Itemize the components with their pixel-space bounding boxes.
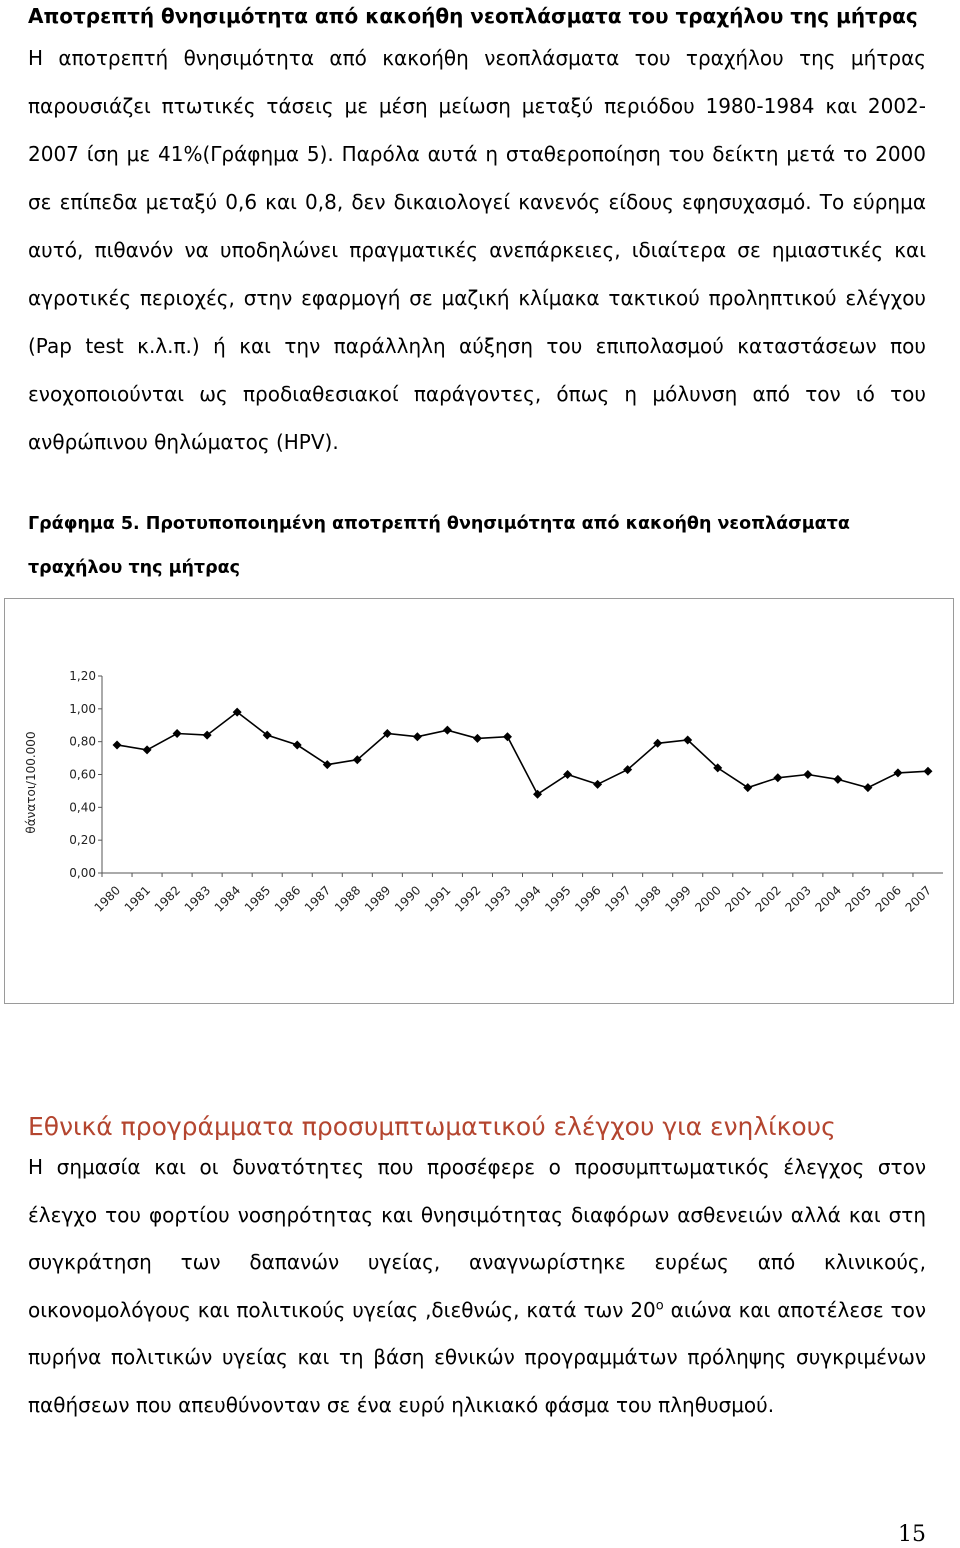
y-tick-label: 0,80 [69,734,96,749]
x-tick-label: 1998 [632,883,664,915]
series-line [117,712,928,794]
data-point [563,770,572,779]
data-point [863,783,872,792]
data-points [113,708,933,799]
paragraph-2-text-a: Η σημασία και οι δυνατότητες που προσέφερε ο προσυμπτωματικός έλεγχος στον έλεγχο του φορτίου νοσηρότητας και θνησιμότητας διαφόρων ασθενειών αλλά και στη συγκράτηση των δαπανών υγείας, αναγνωρίστηκε ευρέως από κλινικούς, οικονομολόγους και πολιτικούς υγείας ,διεθνώς, κατά των 20 [28,1155,926,1322]
x-tick-label: 1991 [422,883,454,915]
y-tick-label: 1,20 [69,669,96,683]
y-tick-label: 1,00 [69,701,96,716]
y-tick-label: 0,00 [69,866,96,880]
x-tick-label: 1996 [572,883,604,915]
data-point [413,732,422,741]
paragraph-2 [28,1144,926,1429]
x-tick-label: 1999 [662,883,694,915]
data-point [143,745,152,754]
data-point [773,773,782,782]
y-tick-label: 0,20 [69,833,96,848]
chart-frame [4,598,954,1004]
y-tick-label: 0,60 [69,767,96,782]
x-tick-label: 1988 [331,883,364,915]
line-chart [5,599,953,1003]
data-point [323,760,332,769]
data-point [173,729,182,738]
data-point [533,790,542,799]
x-tick-label: 1997 [602,883,634,915]
x-tick-label: 1982 [151,883,184,915]
data-point [833,775,842,784]
x-tick-label: 1992 [452,883,484,915]
data-point [473,734,482,743]
x-tick-label: 1986 [271,883,304,915]
x-tick-label: 1989 [361,883,394,915]
x-tick-label: 2005 [842,883,875,915]
x-ticks [92,873,934,915]
section-heading: Εθνικά προγράμματα προσυμπτωματικού ελέγχου για ενηλίκους [28,1112,836,1141]
data-point [503,732,512,741]
x-tick-label: 2000 [692,883,724,915]
ordinal-superscript: ο [655,1297,664,1313]
x-tick-label: 1994 [512,883,544,915]
x-tick-label: 2001 [722,883,754,915]
figure-caption: Γράφημα 5. Προτυποποιημένη αποτρεπτή θνησιμότητα από κακοήθη νεοπλάσματα τραχήλου της μήτρας [28,514,850,578]
data-point [443,726,452,735]
section-title: Αποτρεπτή θνησιμότητα από κακοήθη νεοπλάσματα του τραχήλου της μήτρας [28,4,918,28]
x-tick-label: 2002 [752,883,784,915]
data-point [113,740,122,749]
data-point [743,783,752,792]
data-point [893,768,902,777]
x-tick-label: 1980 [91,883,124,915]
data-point [593,780,602,789]
y-tick-label: 0,40 [69,800,96,815]
x-tick-label: 1987 [301,883,334,915]
y-axis-label: θάνατοι/100.000 [24,731,38,834]
x-tick-label: 1985 [241,883,274,915]
paragraph-2-text-b: αιώνα και αποτέλεσε τον πυρήνα πολιτικών υγείας και τη βάση εθνικών προγραμμάτων πρόληψης συγκριμένων παθήσεων που απευθύνονταν σε ένα ευρύ ηλικιακό φάσμα του πληθυσμού. [28,1297,926,1417]
x-tick-label: 1984 [211,883,244,915]
data-point [293,740,302,749]
page-number: 15 [898,1522,926,1547]
paragraph-1: Η αποτρεπτή θνησιμότητα από κακοήθη νεοπλάσματα του τραχήλου της μήτρας παρουσιάζει πτωτικές τάσεις με μέση μείωση μεταξύ περιόδου 1980-1984 και 2002-2007 ίση με 41%(Γράφημα 5). Παρόλα αυτά η σταθεροποίηση του δείκτη μετά το 2000 σε επίπεδα μεταξύ 0,6 και 0,8, δεν δικαιολογεί κανενός είδους εφησυχασμό. Το εύρημα αυτό, πιθανόν να υποδηλώνει πραγματικές ανεπάρκειες, ιδιαίτερα σε ημιαστικές και αγροτικές περιοχές, στην εφαρμογή σε μαζική κλίμακα τακτικού προληπτικού ελέγχου (Pap test κ.λ.π.) ή και την παράλληλη αύξηση του επιπολασμού καταστάσεων που ενοχοποιούνται ως προδιαθεσιακοί παράγοντες, όπως η μόλυνση από τον ιό του ανθρώπινου θηλώματος (HPV). [28,46,926,454]
x-tick-label: 1990 [391,883,424,915]
y-ticks [69,669,102,880]
data-point [923,767,932,776]
x-tick-label: 1993 [482,883,514,915]
x-tick-label: 2007 [902,883,935,915]
x-tick-label: 1983 [181,883,214,915]
x-tick-label: 2006 [872,883,905,915]
x-tick-label: 2003 [782,883,814,915]
x-tick-label: 1995 [542,883,574,915]
x-tick-label: 2004 [812,883,844,915]
x-tick-label: 1981 [121,883,154,915]
data-point [803,770,812,779]
